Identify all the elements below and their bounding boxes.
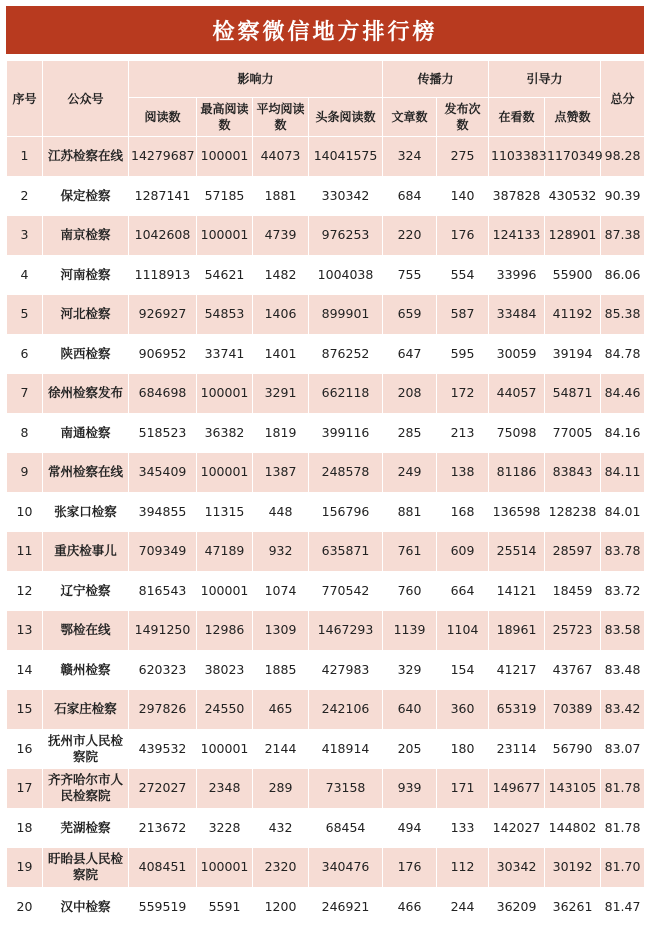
cell-watching: 44057 (489, 374, 545, 414)
cell-likes: 144802 (545, 808, 601, 848)
cell-articles: 1139 (383, 611, 437, 651)
cell-articles: 939 (383, 769, 437, 809)
cell-likes: 56790 (545, 729, 601, 769)
cell-head-reads: 399116 (309, 413, 383, 453)
cell-max-reads: 24550 (197, 690, 253, 730)
header-reads: 阅读数 (129, 98, 197, 137)
cell-reads: 620323 (129, 650, 197, 690)
cell-posts: 609 (437, 532, 489, 572)
cell-watching: 387828 (489, 176, 545, 216)
cell-avg-reads: 2144 (253, 729, 309, 769)
table-row (7, 413, 645, 453)
cell-likes: 18459 (545, 571, 601, 611)
cell-posts: 140 (437, 176, 489, 216)
cell-avg-reads: 289 (253, 769, 309, 809)
cell-reads: 926927 (129, 295, 197, 335)
cell-head-reads: 899901 (309, 295, 383, 335)
cell-posts: 554 (437, 255, 489, 295)
cell-total: 84.11 (601, 453, 645, 493)
cell-max-reads: 100001 (197, 216, 253, 256)
cell-rank: 18 (7, 808, 43, 848)
cell-avg-reads: 1309 (253, 611, 309, 651)
table-row (7, 808, 645, 848)
cell-reads: 408451 (129, 848, 197, 888)
cell-rank: 2 (7, 176, 43, 216)
cell-watching: 25514 (489, 532, 545, 572)
cell-watching: 124133 (489, 216, 545, 256)
cell-total: 81.78 (601, 769, 645, 809)
cell-articles: 220 (383, 216, 437, 256)
cell-head-reads: 876252 (309, 334, 383, 374)
cell-total: 83.42 (601, 690, 645, 730)
cell-watching: 149677 (489, 769, 545, 809)
table-row (7, 216, 645, 256)
cell-account: 赣州检察 (43, 650, 129, 690)
header-spread: 传播力 (383, 61, 489, 98)
table-row (7, 611, 645, 651)
ranking-table (6, 60, 645, 927)
cell-avg-reads: 1406 (253, 295, 309, 335)
cell-articles: 249 (383, 453, 437, 493)
table-row (7, 571, 645, 611)
table-row (7, 255, 645, 295)
cell-account: 辽宁检察 (43, 571, 129, 611)
cell-avg-reads: 4739 (253, 216, 309, 256)
cell-head-reads: 340476 (309, 848, 383, 888)
cell-max-reads: 12986 (197, 611, 253, 651)
cell-head-reads: 770542 (309, 571, 383, 611)
cell-total: 81.78 (601, 808, 645, 848)
cell-head-reads: 330342 (309, 176, 383, 216)
cell-total: 98.28 (601, 137, 645, 177)
page-title: 检察微信地方排行榜 (6, 6, 644, 54)
header-influence: 影响力 (129, 61, 383, 98)
cell-posts: 587 (437, 295, 489, 335)
cell-watching: 33484 (489, 295, 545, 335)
cell-articles: 640 (383, 690, 437, 730)
cell-head-reads: 635871 (309, 532, 383, 572)
header-total: 总分 (601, 61, 645, 137)
cell-account: 汉中检察 (43, 887, 129, 927)
cell-likes: 77005 (545, 413, 601, 453)
cell-avg-reads: 1387 (253, 453, 309, 493)
cell-head-reads: 246921 (309, 887, 383, 927)
cell-posts: 664 (437, 571, 489, 611)
cell-total: 84.78 (601, 334, 645, 374)
cell-posts: 360 (437, 690, 489, 730)
cell-max-reads: 100001 (197, 729, 253, 769)
cell-max-reads: 100001 (197, 137, 253, 177)
cell-watching: 142027 (489, 808, 545, 848)
cell-account: 齐齐哈尔市人民检察院 (43, 769, 129, 809)
cell-articles: 205 (383, 729, 437, 769)
cell-account: 徐州检察发布 (43, 374, 129, 414)
cell-likes: 83843 (545, 453, 601, 493)
cell-likes: 25723 (545, 611, 601, 651)
cell-reads: 394855 (129, 492, 197, 532)
header-rank: 序号 (7, 61, 43, 137)
cell-max-reads: 38023 (197, 650, 253, 690)
cell-rank: 11 (7, 532, 43, 572)
cell-reads: 684698 (129, 374, 197, 414)
cell-max-reads: 100001 (197, 848, 253, 888)
cell-account: 石家庄检察 (43, 690, 129, 730)
cell-total: 81.47 (601, 887, 645, 927)
cell-rank: 1 (7, 137, 43, 177)
cell-reads: 1118913 (129, 255, 197, 295)
cell-watching: 33996 (489, 255, 545, 295)
cell-account: 盱眙县人民检察院 (43, 848, 129, 888)
cell-head-reads: 73158 (309, 769, 383, 809)
cell-articles: 176 (383, 848, 437, 888)
cell-max-reads: 100001 (197, 374, 253, 414)
cell-total: 83.78 (601, 532, 645, 572)
cell-likes: 128238 (545, 492, 601, 532)
cell-watching: 65319 (489, 690, 545, 730)
header-posts: 发布次数 (437, 98, 489, 137)
cell-posts: 275 (437, 137, 489, 177)
cell-rank: 4 (7, 255, 43, 295)
cell-reads: 816543 (129, 571, 197, 611)
cell-rank: 6 (7, 334, 43, 374)
table-row (7, 453, 645, 493)
cell-articles: 285 (383, 413, 437, 453)
table-body (7, 137, 645, 927)
cell-posts: 172 (437, 374, 489, 414)
cell-watching: 30059 (489, 334, 545, 374)
cell-posts: 154 (437, 650, 489, 690)
cell-max-reads: 47189 (197, 532, 253, 572)
cell-total: 83.72 (601, 571, 645, 611)
cell-max-reads: 100001 (197, 453, 253, 493)
cell-rank: 8 (7, 413, 43, 453)
cell-account: 抚州市人民检察院 (43, 729, 129, 769)
cell-max-reads: 100001 (197, 571, 253, 611)
cell-head-reads: 662118 (309, 374, 383, 414)
cell-likes: 430532 (545, 176, 601, 216)
cell-account: 南通检察 (43, 413, 129, 453)
cell-posts: 244 (437, 887, 489, 927)
cell-total: 87.38 (601, 216, 645, 256)
table-row (7, 769, 645, 809)
cell-rank: 14 (7, 650, 43, 690)
cell-max-reads: 36382 (197, 413, 253, 453)
cell-rank: 19 (7, 848, 43, 888)
cell-max-reads: 33741 (197, 334, 253, 374)
cell-total: 84.01 (601, 492, 645, 532)
cell-likes: 28597 (545, 532, 601, 572)
cell-account: 保定检察 (43, 176, 129, 216)
cell-articles: 647 (383, 334, 437, 374)
cell-articles: 760 (383, 571, 437, 611)
cell-reads: 709349 (129, 532, 197, 572)
cell-total: 83.58 (601, 611, 645, 651)
cell-likes: 30192 (545, 848, 601, 888)
cell-avg-reads: 1482 (253, 255, 309, 295)
header-account: 公众号 (43, 61, 129, 137)
cell-rank: 10 (7, 492, 43, 532)
cell-avg-reads: 1401 (253, 334, 309, 374)
cell-account: 河北检察 (43, 295, 129, 335)
cell-posts: 138 (437, 453, 489, 493)
table-row (7, 492, 645, 532)
cell-head-reads: 976253 (309, 216, 383, 256)
cell-account: 张家口检察 (43, 492, 129, 532)
cell-rank: 17 (7, 769, 43, 809)
cell-watching: 1103383 (489, 137, 545, 177)
cell-articles: 324 (383, 137, 437, 177)
cell-max-reads: 54853 (197, 295, 253, 335)
cell-avg-reads: 1074 (253, 571, 309, 611)
cell-account: 河南检察 (43, 255, 129, 295)
cell-articles: 755 (383, 255, 437, 295)
cell-posts: 168 (437, 492, 489, 532)
cell-reads: 439532 (129, 729, 197, 769)
cell-total: 81.70 (601, 848, 645, 888)
cell-max-reads: 2348 (197, 769, 253, 809)
cell-total: 83.48 (601, 650, 645, 690)
cell-reads: 559519 (129, 887, 197, 927)
cell-head-reads: 1004038 (309, 255, 383, 295)
cell-account: 江苏检察在线 (43, 137, 129, 177)
cell-avg-reads: 1885 (253, 650, 309, 690)
cell-max-reads: 54621 (197, 255, 253, 295)
cell-rank: 7 (7, 374, 43, 414)
cell-watching: 23114 (489, 729, 545, 769)
cell-rank: 15 (7, 690, 43, 730)
cell-posts: 176 (437, 216, 489, 256)
cell-likes: 70389 (545, 690, 601, 730)
cell-articles: 494 (383, 808, 437, 848)
cell-watching: 14121 (489, 571, 545, 611)
cell-reads: 345409 (129, 453, 197, 493)
header-watching: 在看数 (489, 98, 545, 137)
cell-avg-reads: 44073 (253, 137, 309, 177)
cell-avg-reads: 2320 (253, 848, 309, 888)
table-row (7, 650, 645, 690)
cell-posts: 171 (437, 769, 489, 809)
cell-account: 南京检察 (43, 216, 129, 256)
cell-reads: 1491250 (129, 611, 197, 651)
cell-articles: 466 (383, 887, 437, 927)
cell-head-reads: 242106 (309, 690, 383, 730)
table-row (7, 887, 645, 927)
cell-likes: 41192 (545, 295, 601, 335)
cell-head-reads: 156796 (309, 492, 383, 532)
cell-watching: 36209 (489, 887, 545, 927)
header-head-reads: 头条阅读数 (309, 98, 383, 137)
cell-avg-reads: 932 (253, 532, 309, 572)
cell-posts: 112 (437, 848, 489, 888)
cell-rank: 13 (7, 611, 43, 651)
cell-likes: 143105 (545, 769, 601, 809)
cell-head-reads: 14041575 (309, 137, 383, 177)
cell-articles: 659 (383, 295, 437, 335)
cell-rank: 3 (7, 216, 43, 256)
cell-articles: 208 (383, 374, 437, 414)
cell-avg-reads: 3291 (253, 374, 309, 414)
cell-posts: 213 (437, 413, 489, 453)
cell-reads: 297826 (129, 690, 197, 730)
cell-total: 84.16 (601, 413, 645, 453)
table-header (7, 61, 645, 137)
cell-head-reads: 418914 (309, 729, 383, 769)
cell-max-reads: 57185 (197, 176, 253, 216)
cell-watching: 81186 (489, 453, 545, 493)
cell-reads: 518523 (129, 413, 197, 453)
cell-reads: 213672 (129, 808, 197, 848)
cell-account: 陕西检察 (43, 334, 129, 374)
cell-likes: 54871 (545, 374, 601, 414)
cell-rank: 12 (7, 571, 43, 611)
cell-head-reads: 68454 (309, 808, 383, 848)
table-row (7, 690, 645, 730)
cell-posts: 180 (437, 729, 489, 769)
cell-likes: 55900 (545, 255, 601, 295)
cell-total: 86.06 (601, 255, 645, 295)
cell-total: 83.07 (601, 729, 645, 769)
cell-watching: 30342 (489, 848, 545, 888)
header-max-reads: 最高阅读数 (197, 98, 253, 137)
table-row (7, 137, 645, 177)
cell-account: 鄂检在线 (43, 611, 129, 651)
cell-articles: 881 (383, 492, 437, 532)
cell-reads: 14279687 (129, 137, 197, 177)
cell-total: 84.46 (601, 374, 645, 414)
cell-reads: 1287141 (129, 176, 197, 216)
cell-reads: 1042608 (129, 216, 197, 256)
cell-total: 85.38 (601, 295, 645, 335)
cell-total: 90.39 (601, 176, 645, 216)
cell-articles: 684 (383, 176, 437, 216)
header-likes: 点赞数 (545, 98, 601, 137)
header-guide: 引导力 (489, 61, 601, 98)
cell-avg-reads: 465 (253, 690, 309, 730)
cell-articles: 761 (383, 532, 437, 572)
cell-articles: 329 (383, 650, 437, 690)
cell-account: 芜湖检察 (43, 808, 129, 848)
cell-head-reads: 427983 (309, 650, 383, 690)
cell-likes: 36261 (545, 887, 601, 927)
cell-avg-reads: 1200 (253, 887, 309, 927)
cell-likes: 1170349 (545, 137, 601, 177)
cell-account: 重庆检事儿 (43, 532, 129, 572)
cell-rank: 20 (7, 887, 43, 927)
cell-posts: 133 (437, 808, 489, 848)
cell-max-reads: 3228 (197, 808, 253, 848)
cell-reads: 906952 (129, 334, 197, 374)
cell-likes: 39194 (545, 334, 601, 374)
table-row (7, 295, 645, 335)
cell-max-reads: 11315 (197, 492, 253, 532)
cell-posts: 1104 (437, 611, 489, 651)
cell-likes: 43767 (545, 650, 601, 690)
cell-rank: 5 (7, 295, 43, 335)
cell-rank: 16 (7, 729, 43, 769)
table-row (7, 532, 645, 572)
cell-watching: 41217 (489, 650, 545, 690)
cell-reads: 272027 (129, 769, 197, 809)
cell-watching: 136598 (489, 492, 545, 532)
cell-avg-reads: 1881 (253, 176, 309, 216)
header-articles: 文章数 (383, 98, 437, 137)
cell-likes: 128901 (545, 216, 601, 256)
cell-posts: 595 (437, 334, 489, 374)
cell-max-reads: 5591 (197, 887, 253, 927)
cell-head-reads: 1467293 (309, 611, 383, 651)
cell-head-reads: 248578 (309, 453, 383, 493)
table-row (7, 374, 645, 414)
cell-watching: 75098 (489, 413, 545, 453)
cell-avg-reads: 432 (253, 808, 309, 848)
cell-watching: 18961 (489, 611, 545, 651)
header-avg-reads: 平均阅读数 (253, 98, 309, 137)
cell-rank: 9 (7, 453, 43, 493)
table-row (7, 334, 645, 374)
table-row (7, 729, 645, 769)
cell-avg-reads: 448 (253, 492, 309, 532)
cell-account: 常州检察在线 (43, 453, 129, 493)
cell-avg-reads: 1819 (253, 413, 309, 453)
table-row (7, 176, 645, 216)
table-row (7, 848, 645, 888)
